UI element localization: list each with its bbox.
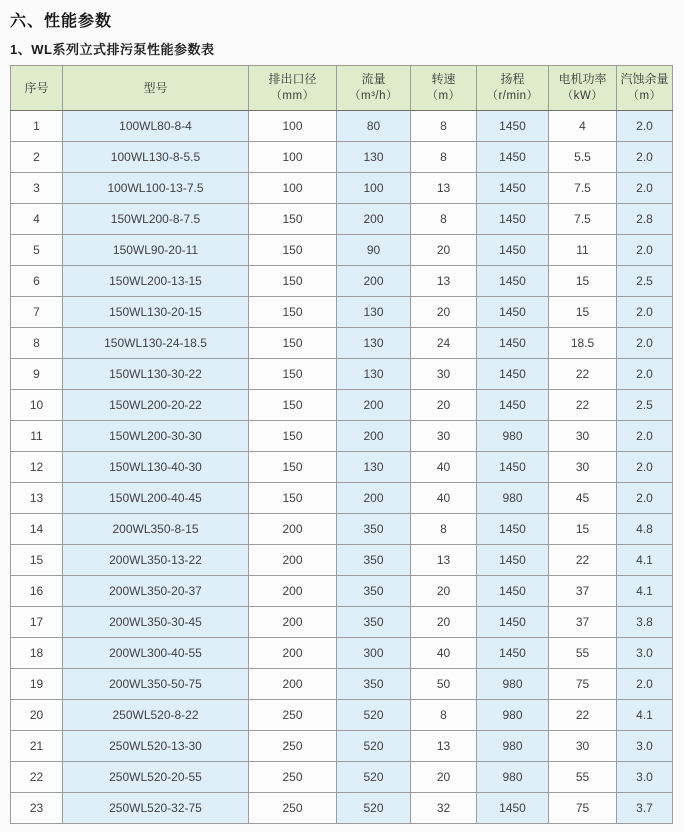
table-cell-col-speed: 13 — [411, 173, 477, 204]
table-row — [11, 452, 673, 483]
table-cell-col-outlet-diameter: 150 — [249, 266, 337, 297]
table-cell-col-flow: 350 — [337, 607, 411, 638]
table-cell-col-motor-power: 22 — [549, 390, 617, 421]
table-cell-col-motor-power: 4 — [549, 111, 617, 142]
table-cell-col-speed: 32 — [411, 793, 477, 824]
table-cell-col-npsh: 3.0 — [617, 762, 673, 793]
column-label: 汽蚀余量 — [620, 72, 669, 86]
table-cell-col-outlet-diameter: 150 — [249, 390, 337, 421]
table-cell-col-motor-power: 7.5 — [549, 204, 617, 235]
table-cell-col-motor-power: 37 — [549, 576, 617, 607]
table-cell-col-serial: 2 — [11, 142, 63, 173]
table-cell-col-motor-power: 11 — [549, 235, 617, 266]
table-row — [11, 266, 673, 297]
table-cell-col-flow: 130 — [337, 328, 411, 359]
column-label: 序号 — [24, 80, 49, 95]
table-header — [11, 66, 673, 111]
table-cell-col-serial: 14 — [11, 514, 63, 545]
table-cell-col-flow: 130 — [337, 452, 411, 483]
table-cell-col-serial: 11 — [11, 421, 63, 452]
column-unit: （m） — [426, 90, 461, 102]
table-cell-col-head: 1450 — [477, 545, 549, 576]
table-cell-col-model: 150WL200-20-22 — [63, 390, 249, 421]
table-cell-col-serial: 21 — [11, 731, 63, 762]
column-unit: （kW） — [561, 90, 604, 102]
table-cell-col-head: 980 — [477, 669, 549, 700]
table-cell-col-model: 150WL200-13-15 — [63, 266, 249, 297]
table-cell-col-flow: 520 — [337, 762, 411, 793]
table-cell-col-motor-power: 30 — [549, 731, 617, 762]
table-cell-col-serial: 1 — [11, 111, 63, 142]
table-cell-col-model: 150WL130-20-15 — [63, 297, 249, 328]
table-cell-col-motor-power: 15 — [549, 266, 617, 297]
table-cell-col-flow: 300 — [337, 638, 411, 669]
table-cell-col-serial: 5 — [11, 235, 63, 266]
table-cell-col-speed: 20 — [411, 576, 477, 607]
table-cell-col-model: 100WL130-8-5.5 — [63, 142, 249, 173]
table-cell-col-model: 100WL80-8-4 — [63, 111, 249, 142]
table-cell-col-head: 1450 — [477, 328, 549, 359]
column-header-col-speed — [411, 66, 477, 111]
table-cell-col-model: 150WL200-8-7.5 — [63, 204, 249, 235]
table-cell-col-head: 1450 — [477, 514, 549, 545]
table-cell-col-motor-power: 22 — [549, 545, 617, 576]
table-row — [11, 700, 673, 731]
table-cell-col-model: 200WL350-20-37 — [63, 576, 249, 607]
table-row — [11, 390, 673, 421]
table-cell-col-flow: 520 — [337, 793, 411, 824]
table-cell-col-motor-power: 5.5 — [549, 142, 617, 173]
table-cell-col-npsh: 2.0 — [617, 173, 673, 204]
table-cell-col-npsh: 2.0 — [617, 235, 673, 266]
table-cell-col-speed: 8 — [411, 700, 477, 731]
table-cell-col-outlet-diameter: 100 — [249, 111, 337, 142]
column-label: 排出口径 — [268, 72, 317, 86]
table-body — [11, 111, 673, 824]
table-cell-col-model: 200WL350-50-75 — [63, 669, 249, 700]
table-cell-col-motor-power: 15 — [549, 514, 617, 545]
table-cell-col-motor-power: 30 — [549, 421, 617, 452]
table-cell-col-outlet-diameter: 250 — [249, 700, 337, 731]
table-cell-col-outlet-diameter: 150 — [249, 452, 337, 483]
table-cell-col-npsh: 4.8 — [617, 514, 673, 545]
table-cell-col-head: 1450 — [477, 576, 549, 607]
table-cell-col-npsh: 2.0 — [617, 669, 673, 700]
table-row — [11, 576, 673, 607]
table-cell-col-outlet-diameter: 150 — [249, 328, 337, 359]
table-cell-col-outlet-diameter: 100 — [249, 173, 337, 204]
column-unit: （m³/h） — [349, 90, 398, 102]
table-row — [11, 235, 673, 266]
table-cell-col-motor-power: 18.5 — [549, 328, 617, 359]
table-cell-col-head: 980 — [477, 483, 549, 514]
column-label: 型号 — [143, 80, 168, 95]
table-row — [11, 545, 673, 576]
table-cell-col-flow: 200 — [337, 390, 411, 421]
table-cell-col-serial: 6 — [11, 266, 63, 297]
table-cell-col-flow: 520 — [337, 731, 411, 762]
table-cell-col-speed: 20 — [411, 390, 477, 421]
table-cell-col-outlet-diameter: 150 — [249, 483, 337, 514]
column-label: 转速 — [431, 72, 456, 86]
column-header-col-npsh — [617, 66, 673, 111]
table-cell-col-motor-power: 22 — [549, 359, 617, 390]
performance-parameters-table — [10, 65, 673, 824]
column-header-col-model — [63, 66, 249, 111]
table-cell-col-npsh: 2.0 — [617, 483, 673, 514]
table-cell-col-model: 200WL350-8-15 — [63, 514, 249, 545]
column-header-col-serial — [11, 66, 63, 111]
table-row — [11, 173, 673, 204]
table-row — [11, 421, 673, 452]
table-cell-col-serial: 8 — [11, 328, 63, 359]
table-cell-col-flow: 200 — [337, 204, 411, 235]
table-cell-col-flow: 130 — [337, 142, 411, 173]
table-cell-col-head: 1450 — [477, 390, 549, 421]
table-cell-col-model: 150WL90-20-11 — [63, 235, 249, 266]
table-cell-col-speed: 30 — [411, 421, 477, 452]
table-row — [11, 731, 673, 762]
table-cell-col-serial: 4 — [11, 204, 63, 235]
table-cell-col-speed: 8 — [411, 111, 477, 142]
column-header-col-flow — [337, 66, 411, 111]
table-cell-col-head: 980 — [477, 421, 549, 452]
table-cell-col-flow: 200 — [337, 266, 411, 297]
table-cell-col-flow: 90 — [337, 235, 411, 266]
table-cell-col-serial: 23 — [11, 793, 63, 824]
table-cell-col-serial: 20 — [11, 700, 63, 731]
table-cell-col-motor-power: 37 — [549, 607, 617, 638]
table-cell-col-speed: 13 — [411, 731, 477, 762]
table-cell-col-model: 150WL130-40-30 — [63, 452, 249, 483]
table-cell-col-head: 1450 — [477, 607, 549, 638]
table-cell-col-model: 150WL130-30-22 — [63, 359, 249, 390]
table-cell-col-head: 1450 — [477, 204, 549, 235]
table-cell-col-serial: 22 — [11, 762, 63, 793]
table-row — [11, 111, 673, 142]
table-cell-col-speed: 20 — [411, 235, 477, 266]
table-cell-col-flow: 350 — [337, 576, 411, 607]
table-cell-col-model: 200WL300-40-55 — [63, 638, 249, 669]
table-row — [11, 669, 673, 700]
table-cell-col-npsh: 2.5 — [617, 390, 673, 421]
header-row — [11, 66, 673, 111]
table-row — [11, 359, 673, 390]
table-cell-col-serial: 7 — [11, 297, 63, 328]
table-cell-col-head: 980 — [477, 700, 549, 731]
table-cell-col-motor-power: 15 — [549, 297, 617, 328]
table-cell-col-motor-power: 45 — [549, 483, 617, 514]
table-cell-col-npsh: 2.8 — [617, 204, 673, 235]
column-label: 流量 — [361, 72, 386, 86]
table-cell-col-speed: 30 — [411, 359, 477, 390]
table-row — [11, 142, 673, 173]
table-cell-col-serial: 16 — [11, 576, 63, 607]
table-row — [11, 204, 673, 235]
table-cell-col-speed: 13 — [411, 266, 477, 297]
table-cell-col-serial: 19 — [11, 669, 63, 700]
table-cell-col-speed: 50 — [411, 669, 477, 700]
column-label: 扬程 — [500, 72, 525, 86]
table-cell-col-serial: 17 — [11, 607, 63, 638]
table-cell-col-flow: 520 — [337, 700, 411, 731]
table-cell-col-head: 1450 — [477, 297, 549, 328]
table-cell-col-outlet-diameter: 150 — [249, 359, 337, 390]
table-cell-col-flow: 200 — [337, 421, 411, 452]
table-cell-col-npsh: 4.1 — [617, 545, 673, 576]
table-cell-col-speed: 20 — [411, 762, 477, 793]
table-cell-col-model: 200WL350-13-22 — [63, 545, 249, 576]
table-cell-col-head: 1450 — [477, 266, 549, 297]
table-cell-col-npsh: 4.1 — [617, 576, 673, 607]
table-row — [11, 762, 673, 793]
table-cell-col-speed: 40 — [411, 638, 477, 669]
table-cell-col-npsh: 2.0 — [617, 452, 673, 483]
table-cell-col-npsh: 2.0 — [617, 142, 673, 173]
table-cell-col-motor-power: 7.5 — [549, 173, 617, 204]
table-cell-col-head: 1450 — [477, 111, 549, 142]
table-row — [11, 607, 673, 638]
table-cell-col-model: 150WL200-40-45 — [63, 483, 249, 514]
table-cell-col-outlet-diameter: 100 — [249, 142, 337, 173]
table-cell-col-motor-power: 55 — [549, 638, 617, 669]
table-cell-col-head: 1450 — [477, 638, 549, 669]
table-cell-col-outlet-diameter: 250 — [249, 762, 337, 793]
table-cell-col-npsh: 3.0 — [617, 638, 673, 669]
table-cell-col-model: 250WL520-32-75 — [63, 793, 249, 824]
table-cell-col-speed: 8 — [411, 142, 477, 173]
table-cell-col-outlet-diameter: 200 — [249, 607, 337, 638]
table-cell-col-outlet-diameter: 150 — [249, 235, 337, 266]
table-cell-col-flow: 350 — [337, 545, 411, 576]
table-cell-col-flow: 100 — [337, 173, 411, 204]
table-cell-col-model: 250WL520-13-30 — [63, 731, 249, 762]
table-cell-col-serial: 3 — [11, 173, 63, 204]
table-cell-col-flow: 130 — [337, 359, 411, 390]
table-cell-col-outlet-diameter: 150 — [249, 204, 337, 235]
table-cell-col-head: 1450 — [477, 173, 549, 204]
table-cell-col-serial: 15 — [11, 545, 63, 576]
table-row — [11, 793, 673, 824]
table-cell-col-npsh: 2.5 — [617, 266, 673, 297]
table-cell-col-speed: 8 — [411, 204, 477, 235]
table-cell-col-model: 150WL130-24-18.5 — [63, 328, 249, 359]
column-unit: （mm） — [270, 90, 315, 102]
table-cell-col-serial: 13 — [11, 483, 63, 514]
table-cell-col-flow: 80 — [337, 111, 411, 142]
table-cell-col-model: 250WL520-8-22 — [63, 700, 249, 731]
table-cell-col-outlet-diameter: 250 — [249, 731, 337, 762]
table-cell-col-flow: 350 — [337, 514, 411, 545]
table-cell-col-model: 150WL200-30-30 — [63, 421, 249, 452]
table-cell-col-outlet-diameter: 200 — [249, 514, 337, 545]
table-row — [11, 638, 673, 669]
table-cell-col-outlet-diameter: 200 — [249, 638, 337, 669]
column-header-col-head — [477, 66, 549, 111]
table-row — [11, 297, 673, 328]
table-cell-col-outlet-diameter: 200 — [249, 669, 337, 700]
table-cell-col-outlet-diameter: 200 — [249, 545, 337, 576]
table-cell-col-head: 1450 — [477, 452, 549, 483]
table-cell-col-outlet-diameter: 250 — [249, 793, 337, 824]
page-subtitle: 1、WL系列立式排污泵性能参数表 — [10, 42, 215, 57]
table-cell-col-npsh: 2.0 — [617, 297, 673, 328]
table-cell-col-motor-power: 55 — [549, 762, 617, 793]
column-header-col-outlet-diameter — [249, 66, 337, 111]
table-cell-col-flow: 350 — [337, 669, 411, 700]
table-cell-col-model: 200WL350-30-45 — [63, 607, 249, 638]
table-cell-col-speed: 20 — [411, 607, 477, 638]
table-cell-col-serial: 12 — [11, 452, 63, 483]
table-cell-col-speed: 13 — [411, 545, 477, 576]
table-cell-col-motor-power: 75 — [549, 669, 617, 700]
table-cell-col-outlet-diameter: 200 — [249, 576, 337, 607]
table-cell-col-model: 250WL520-20-55 — [63, 762, 249, 793]
column-header-col-motor-power — [549, 66, 617, 111]
table-cell-col-speed: 24 — [411, 328, 477, 359]
table-row — [11, 328, 673, 359]
table-cell-col-serial: 9 — [11, 359, 63, 390]
table-cell-col-head: 980 — [477, 731, 549, 762]
table-cell-col-npsh: 2.0 — [617, 111, 673, 142]
table-cell-col-npsh: 2.0 — [617, 359, 673, 390]
column-unit: （m） — [627, 90, 662, 102]
table-cell-col-head: 1450 — [477, 359, 549, 390]
table-cell-col-head: 980 — [477, 762, 549, 793]
table-cell-col-flow: 130 — [337, 297, 411, 328]
table-row — [11, 483, 673, 514]
table-cell-col-serial: 10 — [11, 390, 63, 421]
table-cell-col-motor-power: 75 — [549, 793, 617, 824]
table-cell-col-speed: 8 — [411, 514, 477, 545]
table-cell-col-npsh: 3.7 — [617, 793, 673, 824]
table-cell-col-flow: 200 — [337, 483, 411, 514]
table-cell-col-speed: 40 — [411, 452, 477, 483]
table-cell-col-npsh: 2.0 — [617, 421, 673, 452]
table-cell-col-motor-power: 30 — [549, 452, 617, 483]
column-unit: （r/min） — [486, 90, 539, 102]
table-cell-col-head: 1450 — [477, 793, 549, 824]
page-title: 六、性能参数 — [10, 13, 113, 30]
table-cell-col-head: 1450 — [477, 235, 549, 266]
table-cell-col-npsh: 2.0 — [617, 328, 673, 359]
table-cell-col-motor-power: 22 — [549, 700, 617, 731]
table-cell-col-speed: 20 — [411, 297, 477, 328]
table-cell-col-serial: 18 — [11, 638, 63, 669]
table-cell-col-model: 100WL100-13-7.5 — [63, 173, 249, 204]
table-cell-col-speed: 40 — [411, 483, 477, 514]
table-cell-col-outlet-diameter: 150 — [249, 421, 337, 452]
table-cell-col-npsh: 4.1 — [617, 700, 673, 731]
table-row — [11, 514, 673, 545]
table-cell-col-npsh: 3.0 — [617, 731, 673, 762]
table-cell-col-npsh: 3.8 — [617, 607, 673, 638]
table-cell-col-outlet-diameter: 150 — [249, 297, 337, 328]
table-cell-col-head: 1450 — [477, 142, 549, 173]
column-label: 电机功率 — [558, 72, 607, 86]
